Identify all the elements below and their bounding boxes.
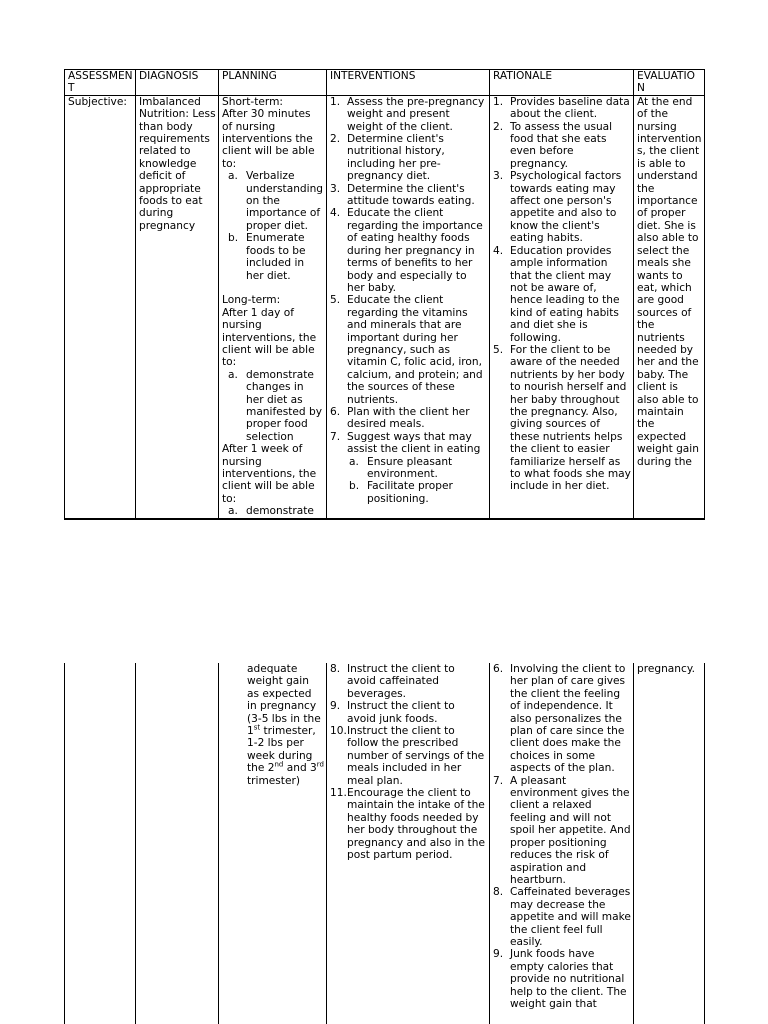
list-item: 2. Determine client's nutritional history, including her pre-pregnancy diet. — [330, 133, 445, 183]
short-term-intro: After 30 minutes of nursing interventions the client will be able to: — [222, 108, 315, 170]
diagnosis-cell — [136, 95, 219, 519]
header-interventions: INTERVENTIONS — [327, 70, 490, 96]
table-header-row — [65, 70, 705, 96]
interventions-list — [330, 96, 487, 456]
assessment-cell — [65, 95, 136, 519]
header-planning: PLANNING — [219, 70, 327, 96]
list-item: 7. Suggest ways that may assist the client in eating — [330, 430, 481, 456]
planning-cell — [219, 95, 327, 519]
list-item: 8. Instruct the client to avoid caffeinated beverages. — [330, 663, 455, 700]
table-body-row — [65, 663, 705, 1024]
list-item: 6. Plan with the client her desired meals. — [330, 405, 470, 431]
nursing-care-plan-table — [64, 69, 705, 520]
list-item: b. Enumerate foods to be included in her diet. — [228, 232, 306, 282]
list-item: 9. Instruct the client to avoid junk foods. — [330, 700, 455, 725]
header-rationale: RATIONALE — [490, 70, 634, 96]
list-item: b. Facilitate proper positioning. — [349, 480, 453, 505]
list-item: 3. Determine the client's attitude towards eating. — [330, 182, 475, 208]
assessment-cell — [65, 663, 136, 1024]
interventions-list — [330, 663, 487, 862]
long-term-intro: After 1 day of nursing interventions, the client will be able to: — [222, 306, 317, 369]
header-assessment: ASSESSMENT — [65, 70, 136, 96]
list-item: 1. Provides baseline data about the client. — [493, 95, 630, 121]
short-term-list — [222, 170, 324, 282]
list-item: 4. Education provides ample information that the client may not be aware of, hence leading to the kind of eating habits and diet she is following. — [493, 244, 620, 344]
list-item: 9. Junk foods have empty calories that provide no nutritional help to the client. The weight gain that — [493, 948, 627, 1010]
list-item: 8. Caffeinated beverages may decrease the appetite and will make the client feel full easily. — [493, 886, 631, 948]
rationale-list — [493, 96, 631, 493]
list-item: 5. For the client to be aware of the needed nutrients by her body to nourish herself and her baby throughout the pregnancy. Also, giving sources of these nutrients helps the client to easier familiarize herself as to what foods she may include in her diet. — [493, 343, 631, 493]
list-item: a. demonstrate changes in her diet as manifested by proper food selection — [228, 368, 322, 443]
table-body-row — [65, 95, 705, 519]
list-item: 7. A pleasant environment gives the client a relaxed feeling and will not spoil her appetite. And proper positioning reduces the risk of aspiration and heartburn. — [493, 774, 631, 886]
planning-cell — [219, 663, 327, 1024]
week-list — [222, 505, 324, 517]
list-item: a. Verbalize understanding on the importance of proper diet. — [228, 170, 324, 232]
list-item: 6. Involving the client to her plan of care gives the client the feeling of independence. It also personalizes the plan of care since the client does make the choices in some aspects of the plan. — [493, 663, 626, 775]
rationale-cell — [490, 663, 634, 1024]
nursing-care-plan-table-continued — [64, 663, 705, 1024]
list-item: 4. Educate the client regarding the importance of eating healthy foods during her pregnancy in terms of benefits to her body and especially to her baby. — [330, 207, 483, 294]
evaluation-text-continued: pregnancy. — [637, 663, 695, 675]
rationale-list — [493, 663, 631, 1010]
interventions-cell — [327, 663, 490, 1024]
list-item: 5. Educate the client regarding the vitamins and minerals that are important during her pregnancy, such as vitamin C, folic acid, iron, calcium, and protein; and the sources of these nutrients. — [330, 294, 483, 406]
list-item: 11. Encourage the client to maintain the intake of the healthy foods needed by her body throughout the pregnancy and also in the post partum period. — [330, 787, 485, 862]
assessment-text: Subjective: — [68, 95, 127, 108]
diagnosis-text: Imbalanced Nutrition: Less than body requirements related to knowledge deficit of appropriate foods to eat during pregnancy — [139, 95, 216, 232]
care-plan-page-1 — [64, 69, 705, 520]
long-term-list — [222, 369, 324, 443]
evaluation-text: At the end of the nursing interventions, the client is able to understand the importance of proper diet. She is also able to select the meals she wants to eat, which are good sources of the nutrients needed by her and the baby. The client is also able to maintain the expected weight gain during the — [637, 95, 702, 468]
header-diagnosis: DIAGNOSIS — [136, 70, 219, 96]
care-plan-page-2 — [64, 663, 705, 1024]
short-term-label: Short-term: — [222, 95, 283, 108]
interventions-cell — [327, 95, 490, 519]
list-item: 1. Assess the pre-pregnancy weight and present weight of the client. — [330, 95, 485, 133]
week-item-continued: adequate weight gain as expected in pregnancy (3-5 lbs in the 1st trimester, 1-2 lbs per week during the 2nd and 3rd trimester) — [247, 663, 324, 787]
list-item: a. Ensure pleasant environment. — [349, 455, 453, 480]
interventions-sublist — [343, 456, 487, 506]
week-intro: After 1 week of nursing interventions, the client will be able to: — [222, 443, 317, 505]
list-item: 3. Psychological factors towards eating may affect one person's appetite and also to know the client's eating habits. — [493, 170, 622, 245]
list-item: 10. Instruct the client to follow the prescribed number of servings of the meals included in her meal plan. — [330, 725, 485, 787]
rationale-cell — [490, 95, 634, 519]
long-term-label: Long-term: — [222, 294, 281, 307]
diagnosis-cell — [136, 663, 219, 1024]
list-item: a. demonstrate — [228, 505, 314, 518]
header-evaluation: EVALUATION — [634, 70, 705, 96]
list-item: 2. To assess the usual food that she eats even before pregnancy. — [493, 120, 613, 170]
evaluation-cell — [634, 95, 705, 519]
evaluation-cell — [634, 663, 705, 1024]
